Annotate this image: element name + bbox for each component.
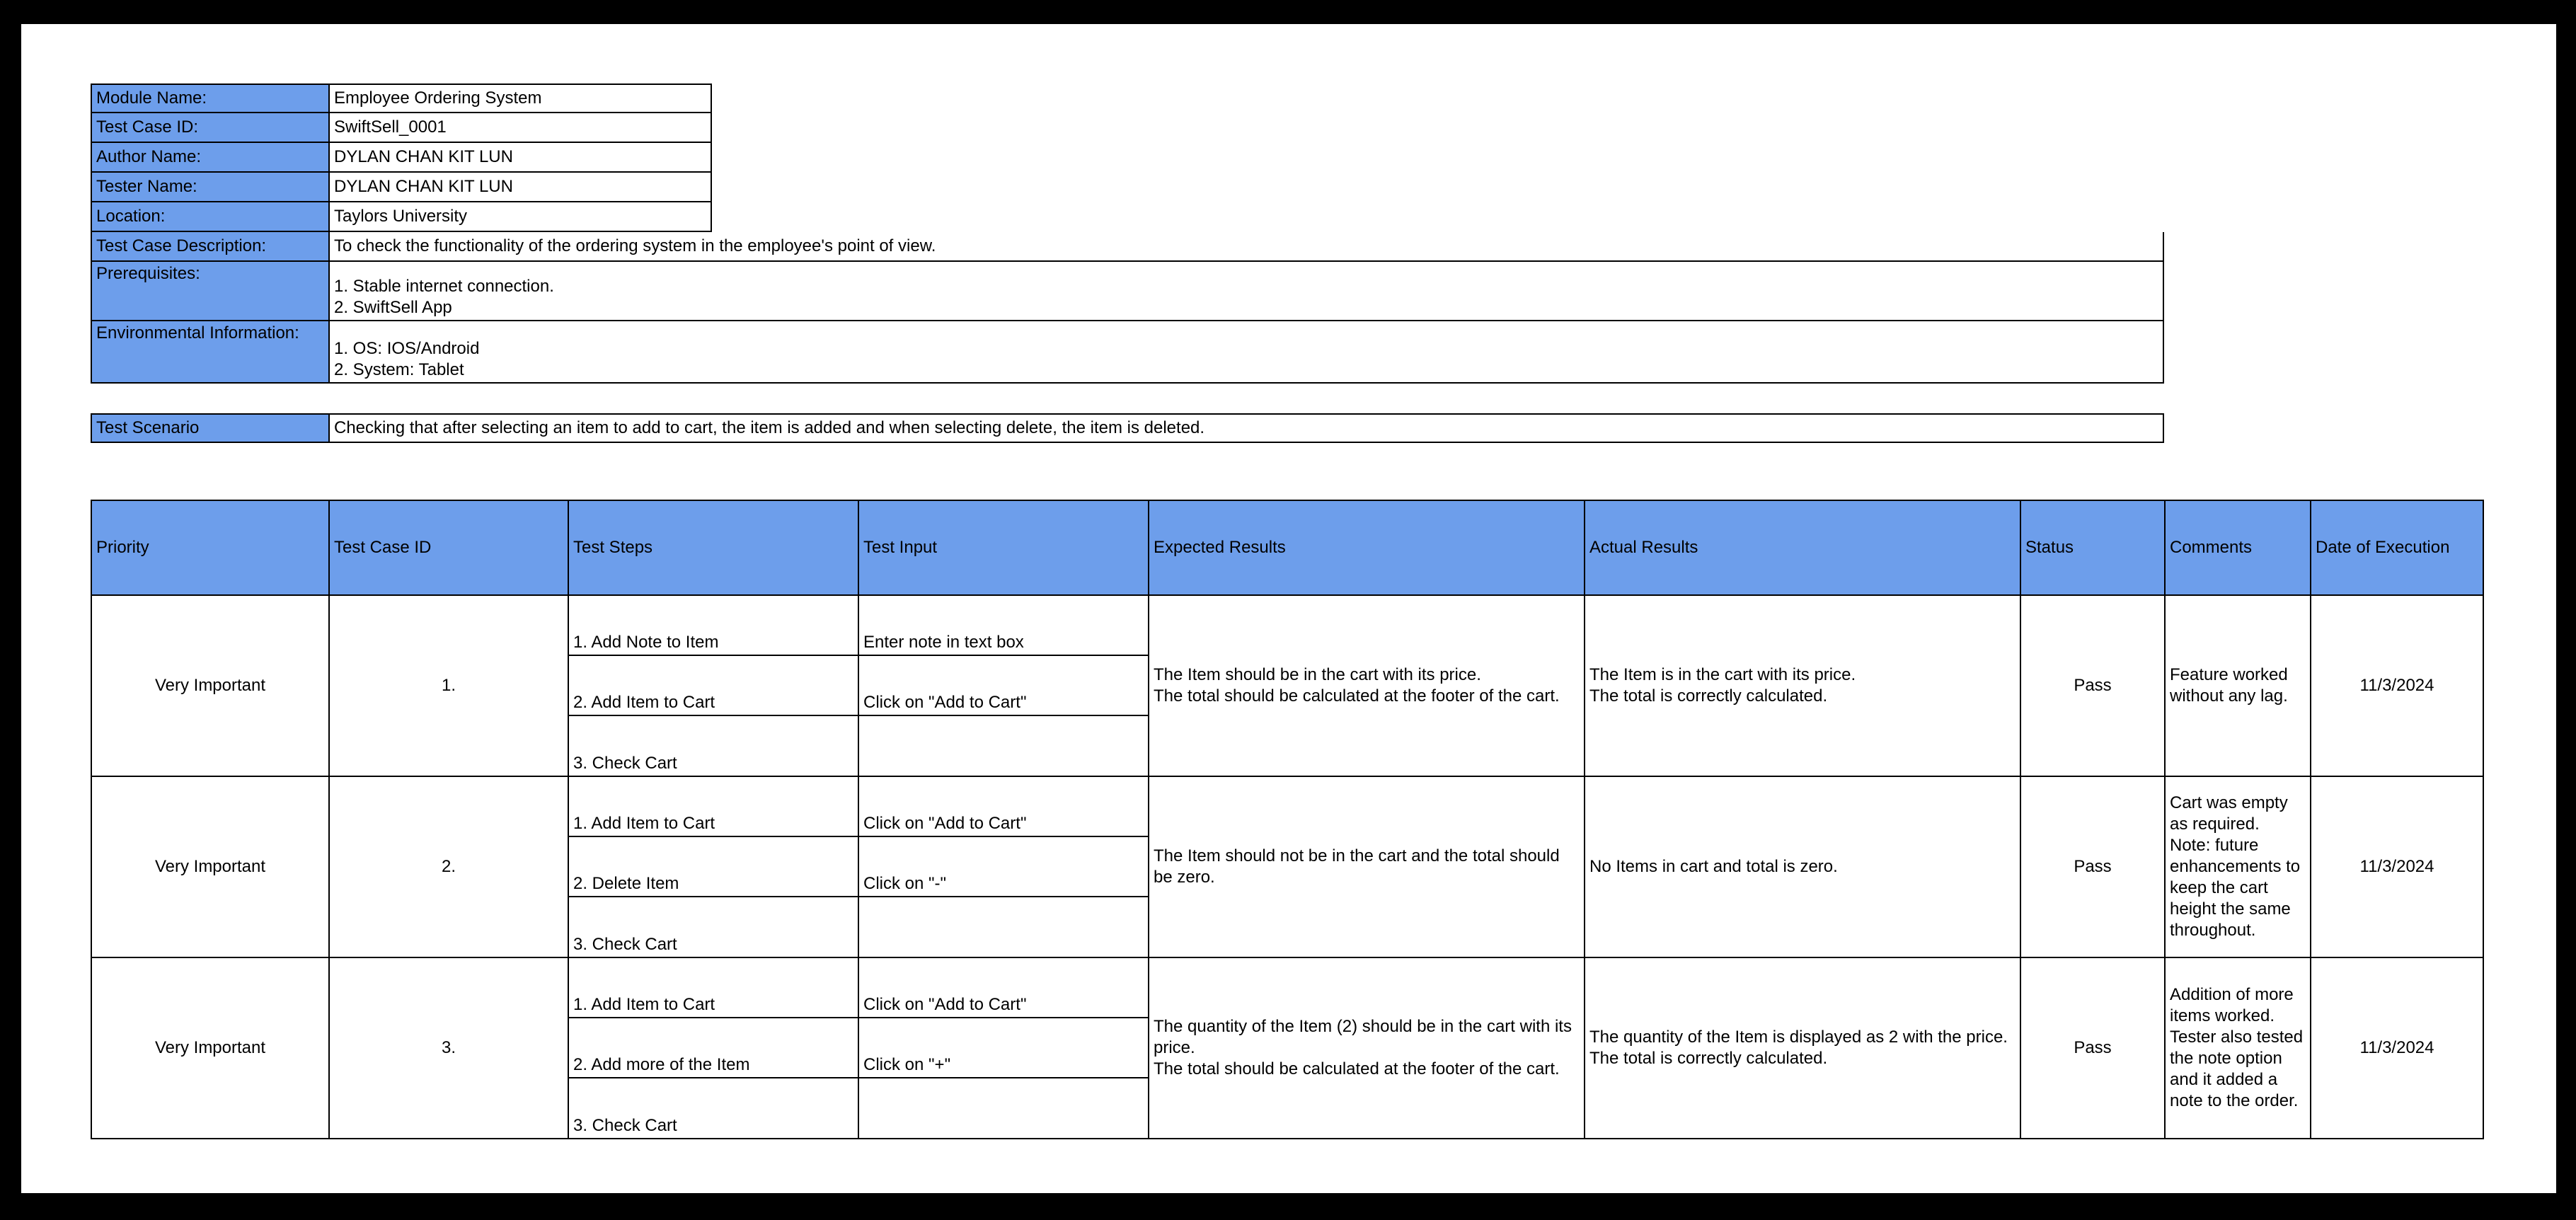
row3-comments: Addition of more items worked. Tester also tested the note option and it added a note to the order. [2166,958,2311,1139]
row3-step-3: 3. Check Cart [569,1078,859,1139]
location-label: Location: [91,202,330,232]
row1-actual-results: The Item is in the cart with its price. The total is correctly calculated. [1585,596,2021,777]
row2-comments: Cart was empty as required. Note: future enhancements to keep the cart height the same throughout. [2166,777,2311,958]
row1-step-2: 2. Add Item to Cart [569,656,859,716]
row2-actual-results: No Items in cart and total is zero. [1585,777,2021,958]
row3-actual-results: The quantity of the Item is displayed as 2 with the price. The total is correctly calculated. [1585,958,2021,1139]
author-name-value: DYLAN CHAN KIT LUN [330,143,712,173]
row1-comments: Feature worked without any lag. [2166,596,2311,777]
row3-step-2: 2. Add more of the Item [569,1018,859,1078]
header-test-case-id: Test Case ID [330,500,569,596]
row1-input-1: Enter note in text box [859,596,1149,656]
module-name-value: Employee Ordering System [330,84,712,113]
row2-date: 11/3/2024 [2311,777,2484,958]
row2-test-case-id: 2. [330,777,569,958]
row3-input-1: Click on "Add to Cart" [859,958,1149,1018]
header-test-steps: Test Steps [569,500,859,596]
module-name-label: Module Name: [91,84,330,113]
row3-expected-results: The quantity of the Item (2) should be in the cart with its price. The total should be calculated at the footer of the cart. [1149,958,1585,1139]
header-expected-results: Expected Results [1149,500,1585,596]
row2-input-1: Click on "Add to Cart" [859,777,1149,837]
row2-status: Pass [2021,777,2166,958]
row3-date: 11/3/2024 [2311,958,2484,1139]
environment-value: 1. OS: IOS/Android 2. System: Tablet [330,321,2164,384]
test-case-id-value: SwiftSell_0001 [330,113,712,143]
tester-name-value: DYLAN CHAN KIT LUN [330,173,712,202]
header-priority: Priority [91,500,330,596]
row3-input-2: Click on "+" [859,1018,1149,1078]
row2-input-2: Click on "-" [859,837,1149,897]
test-scenario-label: Test Scenario [91,413,330,443]
row2-expected-results: The Item should not be in the cart and the total should be zero. [1149,777,1585,958]
prerequisites-label: Prerequisites: [91,262,330,321]
row2-input-3 [859,897,1149,958]
row3-test-case-id: 3. [330,958,569,1139]
row3-priority: Very Important [91,958,330,1139]
row3-step-1: 1. Add Item to Cart [569,958,859,1018]
header-actual-results: Actual Results [1585,500,2021,596]
row1-expected-results: The Item should be in the cart with its price. The total should be calculated at the footer of the cart. [1149,596,1585,777]
description-label: Test Case Description: [91,232,330,262]
header-date-of-execution: Date of Execution [2311,500,2484,596]
document-frame [21,24,2556,1193]
row3-status: Pass [2021,958,2166,1139]
header-comments: Comments [2166,500,2311,596]
row3-input-3 [859,1078,1149,1139]
row1-input-2: Click on "Add to Cart" [859,656,1149,716]
test-scenario-value: Checking that after selecting an item to add to cart, the item is added and when selecting delete, the item is deleted. [330,413,2164,443]
location-value: Taylors University [330,202,712,232]
row2-step-2: 2. Delete Item [569,837,859,897]
row1-step-1: 1. Add Note to Item [569,596,859,656]
prerequisites-value: 1. Stable internet connection. 2. SwiftSell App [330,262,2164,321]
row1-step-3: 3. Check Cart [569,716,859,777]
header-test-input: Test Input [859,500,1149,596]
row1-priority: Very Important [91,596,330,777]
environment-label: Environmental Information: [91,321,330,384]
tester-name-label: Tester Name: [91,173,330,202]
test-case-id-label: Test Case ID: [91,113,330,143]
author-name-label: Author Name: [91,143,330,173]
row1-input-3 [859,716,1149,777]
row2-priority: Very Important [91,777,330,958]
row2-step-1: 1. Add Item to Cart [569,777,859,837]
description-value: To check the functionality of the ordering system in the employee's point of view. [330,232,2164,262]
header-status: Status [2021,500,2166,596]
row1-test-case-id: 1. [330,596,569,777]
row2-step-3: 3. Check Cart [569,897,859,958]
row1-status: Pass [2021,596,2166,777]
row1-date: 11/3/2024 [2311,596,2484,777]
